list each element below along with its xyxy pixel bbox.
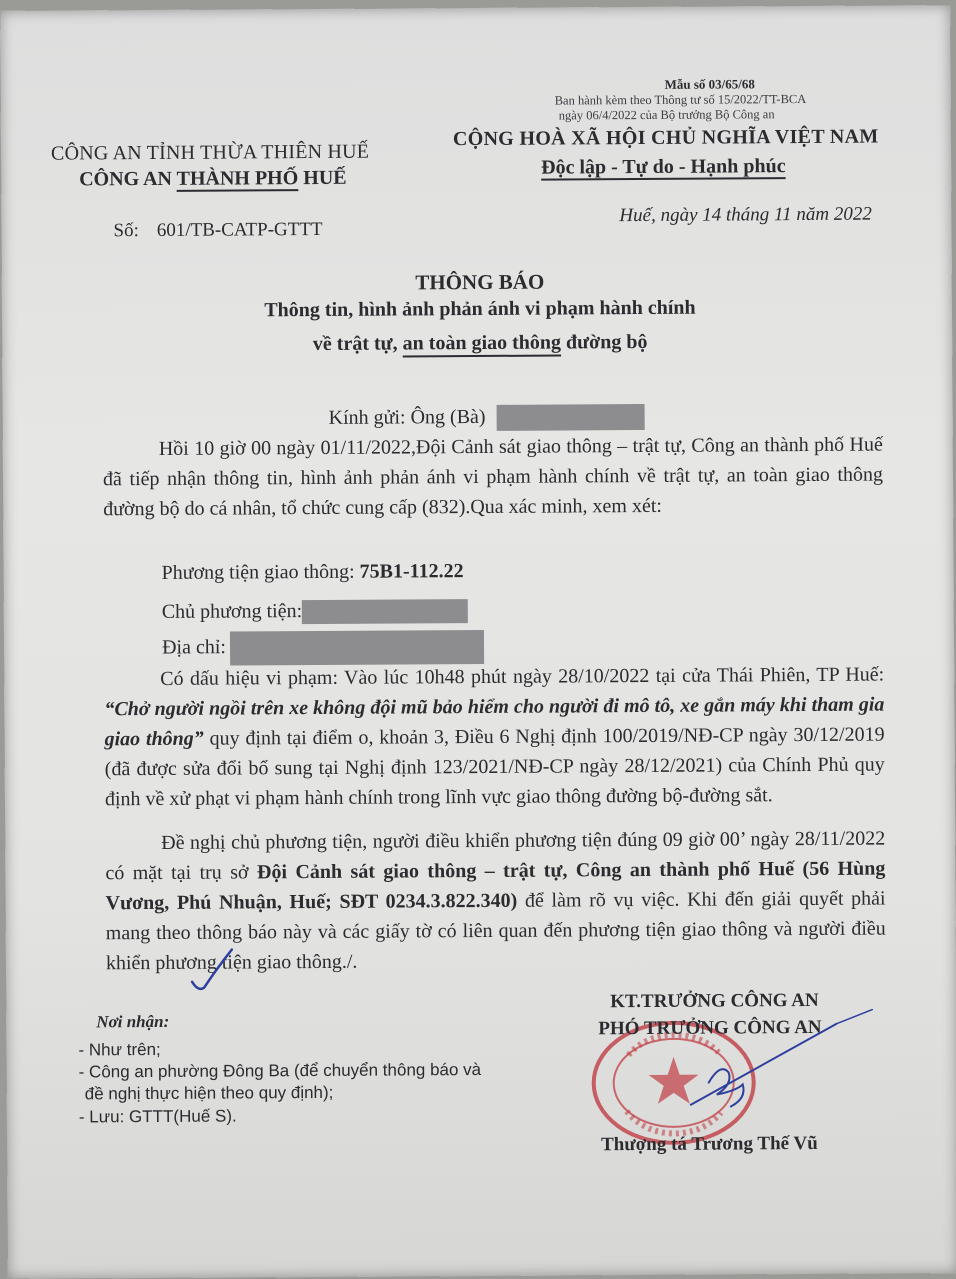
vehicle-label: Phương tiện giao thông: [161, 560, 360, 584]
violation-quote: “Chở người ngồi trên xe không đội mũ bảo hiểm cho người đi mô tô, xe gắn máy khi tham gia giao thông” [104, 693, 885, 751]
org-name-part: HUẾ [298, 166, 347, 190]
signer-name: Thượng tá Trương Thế Vũ [601, 1132, 818, 1156]
document-type: THÔNG BÁO [415, 269, 545, 295]
redacted-owner [302, 599, 468, 624]
document-number [113, 219, 322, 242]
request-intro: Đề nghị chủ phương tiện, người điều khiển phương tiện đúng 09 giờ 00’ ngày 28/11/2022 có mặt tại trụ sở [105, 827, 886, 885]
document-page [0, 5, 956, 1279]
form-issued-line-1: Ban hành kèm theo Thông tư số 15/2022/TT-BCA [554, 91, 807, 108]
vehicle-plate: 75B1-112.22 [359, 560, 464, 583]
national-motto: Độc lập - Tự do - Hạnh phúc [541, 155, 786, 179]
violation-legal-basis: quy định tại điểm o, khoản 3, Điều 6 Nghị định 100/2019/NĐ-CP ngày 30/12/2019 (đã được sửa đổi bổ sung tại Nghị định 123/2021/NĐ-CP ngày 28/12/2021) của Chính Phủ quy định về xử phạt vi phạm hành chính trong lĩnh vực giao thông đường bộ-đường sắt. [104, 723, 885, 811]
paragraph-receipt: Hồi 10 giờ 00 ngày 01/11/2022,Đội Cảnh sát giao thông – trật tự, Công an thành phố Huế đã tiếp nhận thông tin, hình ảnh phản ánh vi phạm hành chính về trật tự, an toàn giao thông đường bộ do cá nhân, tổ chức cung cấp (832).Qua xác minh, xem xét: [102, 433, 884, 521]
handwritten-signature [686, 1006, 877, 1117]
issuing-org-name [79, 167, 347, 192]
vehicle-line [161, 556, 463, 588]
recipient-item: đề nghị thực hiện theo quy định); [84, 1082, 334, 1104]
country-name: CỘNG HOÀ XÃ HỘI CHỦ NGHĨA VIỆT NAM [452, 125, 879, 151]
paragraph-violation [104, 660, 885, 815]
form-code: Mẫu số 03/65/68 [664, 76, 755, 92]
salutation [329, 401, 645, 433]
signature-title-line: PHÓ TRƯỞNG CÔNG AN [598, 1016, 822, 1040]
form-issued-note [555, 92, 807, 124]
violation-intro: Có dấu hiệu vi phạm: Vào lúc 10h48 phút ngày 28/10/2022 tại cửa Thái Phiên, TP Huế: [160, 663, 885, 690]
redacted-name [496, 404, 644, 431]
subject-part: đường bộ [560, 330, 648, 354]
salutation-text: Kính gửi: Ông (Bà) [328, 405, 486, 429]
recipients-heading: Nơi nhận: [96, 1011, 170, 1032]
form-issued-line-2: ngày 06/4/2022 của Bộ trưởng Bộ Công an [558, 107, 775, 123]
issuing-org-parent: CÔNG AN TỈNH THỪA THIÊN HUẾ [50, 140, 370, 165]
org-name-part: CÔNG AN [79, 167, 177, 191]
pen-checkmark [186, 939, 266, 999]
request-location: Đội Cảnh sát giao thông – trật tự, Công an thành phố Huế (56 Hùng Vương, Phú Nhuận, Huế; SĐT 0234.3.822.340) [105, 857, 886, 915]
address-label: Địa chỉ: [161, 636, 226, 659]
subject-part: về trật tự, [312, 332, 403, 356]
owner-line [162, 595, 468, 627]
address-line [162, 630, 484, 666]
place-and-date: Huế, ngày 14 tháng 11 năm 2022 [619, 203, 872, 227]
request-instructions: để làm rõ vụ việc. Khi đến giải quyết phải mang theo thông báo này và các giấy tờ có liên quan đến phương tiện giao thông và người điều khiển phương tiện giao thông./. [105, 887, 886, 975]
document-subject-line-2 [2, 329, 956, 358]
document-subject-line-1: Thông tin, hình ảnh phản ánh vi phạm hành chính [264, 296, 696, 322]
recipient-item: - Như trên; [78, 1039, 161, 1060]
org-name-part-underlined: THÀNH PHỐ [176, 167, 299, 190]
owner-label: Chủ phương tiện: [161, 600, 303, 623]
recipient-item: - Công an phường Đông Ba (để chuyển thông báo và [78, 1059, 482, 1082]
recipient-item: - Lưu: GTTT(Huế S). [78, 1106, 237, 1127]
signature-authority-line: KT.TRƯỞNG CÔNG AN [610, 989, 819, 1013]
document-number-label: Số: [113, 220, 139, 242]
subject-part-underlined: an toàn giao thông [402, 331, 562, 355]
redacted-address [230, 630, 484, 666]
document-number-value: 601/TB-CATP-GTTT [156, 218, 323, 241]
